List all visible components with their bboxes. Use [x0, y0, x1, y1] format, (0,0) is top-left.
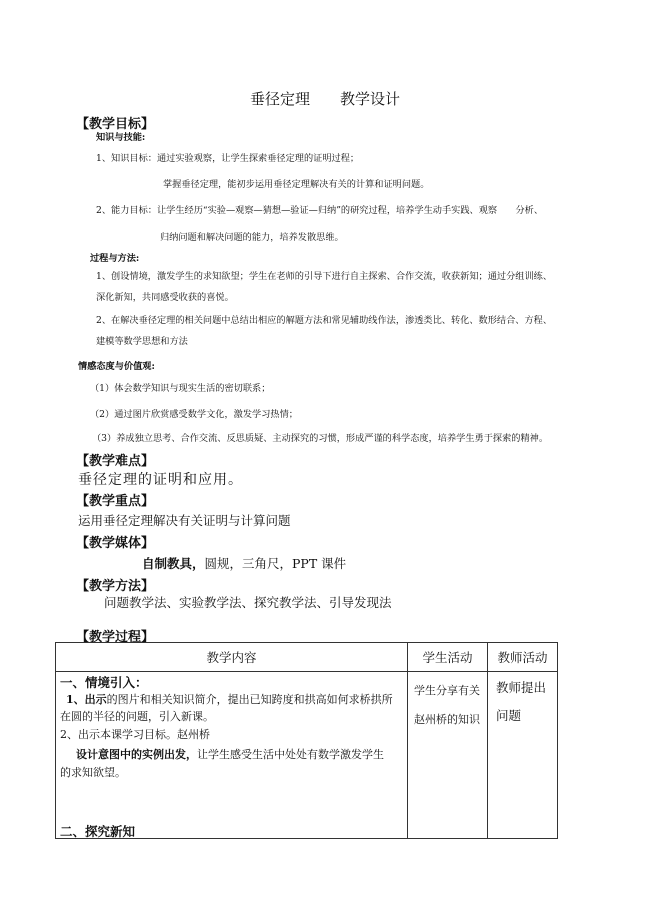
section-2-title: 二、探究新知 [60, 824, 136, 839]
media-bold: 自制教具， [142, 556, 205, 571]
student-activity-cell [408, 672, 488, 839]
content-line-4-bold: 设计意图中的实例出发， [76, 748, 197, 761]
keypoint-text: 运用垂径定理解决有关证明与计算问题 [78, 513, 291, 528]
emotion-item-3: （3）养成独立思考、合作交流、反思质疑、主动探究的习惯，形成严谨的科学态度，培养学生勇于探索的精神。 [92, 433, 549, 444]
procedure-table [55, 642, 558, 839]
procedure-heading: 【教学过程】 [76, 630, 155, 645]
difficulty-text: 垂径定理的证明和应用。 [78, 472, 243, 488]
process-item-1a: 1、创设情境，激发学生的求知欲望；学生在老师的引导下进行自主探索、合作交流，收获新知；通过分组训练、 [96, 271, 553, 282]
teacher-activity-line-1: 教师提出 [496, 680, 547, 695]
media-text [142, 554, 346, 572]
knowledge-item-1b: 掌握垂径定理，能初步运用垂径定理解决有关的计算和证明问题。 [163, 179, 430, 190]
emotion-item-2: （2）通过图片欣赏感受数学文化，激发学习热情； [90, 409, 298, 420]
process-item-1b: 深化新知，共同感受收获的喜悦。 [96, 292, 234, 303]
methods-heading: 【教学方法】 [76, 579, 155, 594]
content-line-1-rest: 的图片和相关知识简介，提出已知跨度和拱高如何求桥拱所 [106, 693, 393, 706]
column-header-teacher: 教师活动 [488, 643, 558, 672]
objectives-heading: 【教学目标】 [76, 117, 155, 132]
content-line-2: 在圆的半径的问题，引入新课。 [60, 710, 214, 723]
teacher-activity-cell [488, 672, 558, 839]
content-cell [56, 672, 408, 839]
content-line-3: 2、出示本课学习目标。赵州桥 [60, 728, 210, 741]
methods-text: 问题教学法、实验教学法、探究教学法、引导发现法 [104, 595, 392, 610]
section-1-title: 一、情境引入： [60, 675, 148, 690]
table-row [56, 672, 558, 839]
process-heading: 过程与方法: [90, 253, 140, 264]
difficulty-heading: 【教学难点】 [76, 454, 155, 469]
content-line-1-bold: 1、出示 [66, 693, 107, 706]
document-title: 垂径定理 教学设计 [249, 90, 400, 108]
column-header-content: 教学内容 [56, 643, 408, 672]
student-activity-line-2: 赵州桥的知识 [414, 713, 480, 726]
knowledge-item-2b: 归纳问题和解决问题的能力，培养发散思维。 [160, 232, 344, 243]
student-activity-line-1: 学生分享有关 [414, 684, 480, 697]
knowledge-item-1a: 1、知识目标：通过实验观察，让学生探索垂径定理的证明过程； [96, 153, 360, 164]
content-line-5: 的求知欲望。 [60, 766, 126, 779]
media-rest: 圆规，三角尺，PPT 课件 [204, 556, 347, 571]
content-line-4-rest: 让学生感受生活中处处有数学激发学生 [197, 748, 384, 761]
column-header-student: 学生活动 [408, 643, 488, 672]
content-line-4 [76, 746, 384, 762]
teacher-activity-line-2: 问题 [496, 708, 522, 723]
emotion-heading: 情感态度与价值观: [78, 361, 155, 372]
knowledge-item-2a: 2、能力目标：让学生经历“实验—观察—猜想—验证—归纳”的研究过程，培养学生动手实践、观察 分析、 [96, 205, 544, 216]
knowledge-heading: 知识与技能: [96, 132, 146, 143]
media-heading: 【教学媒体】 [76, 536, 155, 551]
process-item-2b: 建模等数学思想和方法 [96, 336, 188, 347]
keypoint-heading: 【教学重点】 [76, 494, 155, 509]
emotion-item-1: （1）体会数学知识与现实生活的密切联系； [90, 383, 271, 394]
content-line-1 [66, 691, 393, 707]
process-item-2a: 2、在解决垂径定理的相关问题中总结出相应的解题方法和常见辅助线作法，渗透类比、转化、数形结合、方程、 [96, 315, 553, 326]
table-header-row [56, 643, 558, 672]
